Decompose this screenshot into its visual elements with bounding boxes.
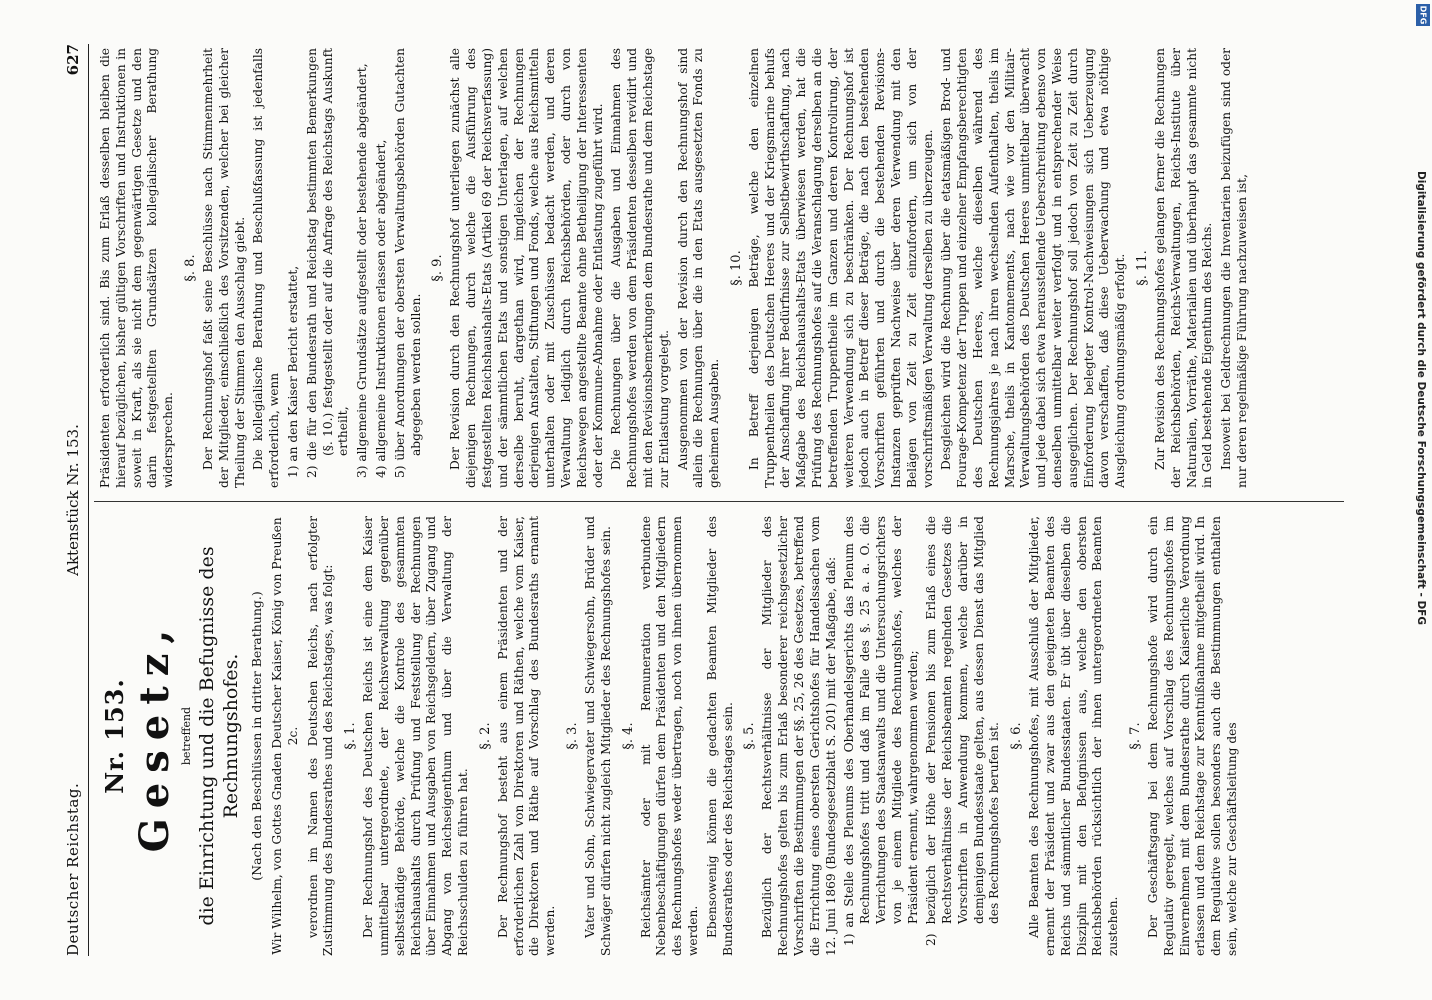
section-11-text: Zur Revision des Rechnungshofes gelangen ferner die Rechnungen der Reichsbehörden, Reichs-Verwaltungen, Reichs-Institute über Naturalien, Vorräthe, Materialien und überhaupt das gesammte nicht in Geld bestehende Eigenthum des Reichs. <box>1153 48 1215 488</box>
page-number: 627 <box>64 44 82 76</box>
section-5-heading: §. 5. <box>742 722 758 750</box>
dfg-logo <box>1416 4 1430 26</box>
section-10-text-b: Desgleichen wird die Rechnung über die etatsmäßigen Brod- und Fourage-Kompetenz der Truppen und einzelner Empfangsberechtigten des Deutschen Heeres, welche dieselben während des Rechnungsjahres je nach ihren wechselnden Aufenthalten, theils im Marsche, theils in Kantonnements, nach wie vor den Militair-Verwaltungsbehörden des Deutschen Heeres unmittelbar überwacht und jede dabei sich etwa herausstellende Ueberschreitung ebenso von denselben unmittelbar weiter verfolgt und in entsprechender Weise ausgeglichen. Der Rechnungshof soll jedoch von Zeit zu Zeit durch Einforderung belegter Kontrol-Nachweisungen sich Ueberzeugung davon verschaffen, daß diese Ueberwachung und etwa nöthige Ausgleichung ordnungsmäßig erfolgt. <box>939 48 1128 488</box>
section-2-heading: §. 2. <box>477 722 493 750</box>
header-center: Aktenstück Nr. 153. <box>64 424 82 576</box>
digitization-credit-text: Digitalisierung gefördert durch die Deutsche Forschungsgemeinschaft - DFG <box>1415 171 1427 625</box>
section-8-item: 5) über Anordnungen der obersten Verwaltungsbehörden Gutachten abgegeben werden sollen. <box>392 48 423 478</box>
section-8-item: 4) allgemeine Instruktionen erlassen oder abgeändert, <box>373 139 388 478</box>
section-9-text-c: Ausgenommen von der Revision durch den Rechnungshof sind allein die Rechnungen über die in den Etats ausgesetzten Fonds zu geheimen Ausgaben. <box>675 48 722 488</box>
section-7-text: Der Geschäftsgang bei dem Rechnungshofe wird durch ein Regulativ geregelt, welches auf Vorschlag des Rechnungshofes im Einvernehmen mit dem Bundesrathe durch Kaiserliche Verordnung erlassen und dem Reichstage zur Kenntnißnahme mitgetheilt wird. In dem Regulative sollen besonders auch die Bestimmungen enthalten sein, welche zur Geschäftsleitung des <box>1146 516 1240 956</box>
section-4-text: Reichsämter oder mit Remuneration verbundene Nebenbeschäftigungen dürfen dem Präsidenten und den Mitgliedern des Rechnungshofes weder übertragen, noch von ihnen übernommen werden. <box>638 516 700 956</box>
section-11-heading: §. 11. <box>1135 250 1151 286</box>
section-8-text-b: Die kollegialische Berathung und Beschlußfassung ist jedenfalls erforderlich, wenn <box>251 48 282 488</box>
section-9-text-b: Die Rechnungen über die Ausgaben und Einnahmen des Rechnungshofes werden von dem Präsidenten desselben revidirt und mit den Revisionsbemerkungen dem Bundesrathe und dem Reichstage zur Entlastung vorgelegt. <box>609 48 671 488</box>
page-header <box>60 44 89 956</box>
section-5-item-2: 2) bezüglich der Höhe der Pensionen bis zum Erlaß eines die Rechtsverhältnisse der Reichsbeamten regelnden Gesetzes die Vorschriften in Anwendung kommen, welche darüber in demjenigen Bundesstaate gelten, aus dessen Dienst das Mitglied des Rechnungshofes berufen ist. <box>924 516 1002 946</box>
gesetz-heading: Gesetz, <box>131 619 178 853</box>
section-5-item-1: 1) an Stelle des Plenums des Oberhandelsgerichts das Plenum des Rechnungshofes tritt und daß im Falle des §. 25 a. a. O. die Verrichtungen des Staatsanwalts und die Untersuchungsrichters von je einem Mitgliede des Rechnungshofes, welches der Präsident ernennt, wahrgenommen werden; <box>842 516 920 946</box>
section-8-item: 3) allgemeine Grundsätze aufgestellt oder bestehende abgeändert, <box>355 63 370 478</box>
section-9-text: Der Revision durch den Rechnungshof unterliegen zunächst alle diejenigen Rechnungen, durch welche die Ausführung des festgestellten Reichshaushalts-Etats (Artikel 69 der Reichsverfassung) und der sämmtlichen Etats und sonstigen Unterlagen, auf welchen derselbe beruht, dargethan wird, imgleichen der Rechnungen derjenigen Anstalten, Stiftungen und Fonds, welche aus Reichsmitteln unterhalten oder mit Zuschüssen bedacht werden, und deren Verwaltung lediglich durch Reichsbehörden, oder durch von Reichswegen angestellte Beamte ohne Betheiligung der Interessenten oder der Kommune-Abnahme oder Entlastung zugeführt wird. <box>448 48 605 488</box>
section-10-text: In Betreff derjenigen Beträge, welche den einzelnen Truppentheilen des Deutschen Heeres und der Kriegsmarine behufs der Anschaffung ihrer Bedürfnisse zur Selbstbewirthschaftung, nach Maßgabe des Reichshaushalts-Etats überwiesen werden, hat die Prüfung des Rechnungshofes auf die Veranschlagung derselben an die betreffenden Truppentheile im Ganzen und deren Kontrolirung, der weiteren Verwendung sich zu beschränken. Der Rechnungshof ist jedoch auch in Betreff dieser Beträge, die nach den bestehenden Vorschriften geführten und durch die bestehenden Revisions-Instanzen geprüften Nachweise über deren Verwendung mit den Belägen von Zeit zu Zeit einzufordern, um sich von der vorschriftsmäßigen Verwaltung derselben zu überzeugen. <box>746 48 935 488</box>
section-6-text: Alle Beamten des Rechnungshofes, mit Ausschluß der Mitglieder, ernennt der Präsident und zwar aus den geeigneten Beamten des Reichs und sämmtlicher Bundesstaaten. Er übt über dieselben die Disziplin mit den Befugnissen aus, welche den obersten Reichsbehörden rücksichtlich der ihnen untergeordneten Beamten zustehen. <box>1027 516 1121 956</box>
document-number: Nr. 153. <box>100 678 129 794</box>
section-1-heading: §. 1. <box>343 722 359 750</box>
column-divider <box>94 501 1344 502</box>
section-3-heading: §. 3. <box>564 722 580 750</box>
section-8-text: Der Rechnungshof faßt seine Beschlüsse nach Stimmenmehrheit der Mitglieder, einschließlich des Vorsitzenden, welcher bei gleicher Theilung der Stimmen den Ausschlag giebt. <box>200 48 247 488</box>
law-subtitle: (Nach den Beschlüssen in dritter Berathung.) <box>249 591 264 881</box>
section-9-heading: §. 9. <box>430 254 446 282</box>
section-11-text-b: Insoweit bei Geldrechnungen die Inventarien beizufügen sind oder nur deren regelmäßige Führung nachzuweisen ist, <box>1219 48 1249 488</box>
section-8-item: 1) an den Kaiser Bericht erstattet, <box>285 265 300 478</box>
section-8-list <box>286 48 424 478</box>
intro-line-1: Wir Wilhelm, von Gottes Gnaden Deutscher Kaiser, König von Preußen 2c. <box>270 517 300 955</box>
page-content <box>60 44 1350 956</box>
section-7-heading: §. 7. <box>1128 722 1144 750</box>
section-10-heading: §. 10. <box>728 250 744 286</box>
digitization-credit <box>1412 28 1430 768</box>
section-4-text-b: Ebensowenig können die gedachten Beamten Mitglieder des Bundesrathes oder des Reichstages sein. <box>704 516 735 956</box>
section-3-text: Vater und Sohn, Schwiegervater und Schwiegersohn, Brüder und Schwäger dürfen nicht zugleich Mitglieder des Rechnungshofes sein. <box>582 516 613 956</box>
section-4-heading: §. 4. <box>620 722 636 750</box>
betreffend-label: betreffend <box>180 706 193 766</box>
header-left: Deutscher Reichstag. <box>64 782 82 956</box>
continuation-text: Präsidenten erforderlich sind. Bis zum Erlaß desselben bleiben die hierauf bezüglichen, bisher gültigen Vorschriften und Instruktionen in soweit in Kraft, als sie nicht dem gegenwärtigen Gesetze und den darin festgestellten Grundsätzen kollegialischer Berathung widersprechen. <box>98 48 176 488</box>
dfg-logo-text: DFG <box>1418 5 1428 25</box>
law-title: die Einrichtung und die Befugnisse des Rechnungshofes. <box>196 546 242 926</box>
left-column <box>98 516 1348 956</box>
section-1-text: Der Rechnungshof des Deutschen Reichs ist eine dem Kaiser unmittelbar untergeordnete, der Reichsverwaltung gegenüber selbstständige Behörde, welche die Kontrole des gesammten Reichshaushalts durch Prüfung und Feststellung der Rechnungen über Einnahmen und Ausgaben von Reichsgeldern, über Zugang und Abgang von Reichseigenthum und über die Verwaltung der Reichsschulden zu führen hat. <box>361 516 470 956</box>
right-column <box>98 48 1348 488</box>
section-2-text: Der Rechnungshof besteht aus einem Präsidenten und der erforderlichen Zahl von Direktoren und Räthen, welche vom Kaiser, die Direktoren und Räthe auf Vorschlag des Bundesraths ernannt werden. <box>495 516 558 956</box>
intro-line-2: verordnen im Namen des Deutschen Reichs, nach erfolgter Zustimmung des Bundesrathes und des Reichstages, was folgt: <box>305 516 336 956</box>
section-8-item: 2) die für den Bundesrath und Reichstag bestimmten Bemerkungen (§. 10.) festgestellt oder auf die Anfrage des Reichstags Auskunft ertheilt, <box>304 48 351 478</box>
section-8-heading: §. 8. <box>182 254 198 282</box>
section-6-heading: §. 6. <box>1009 722 1025 750</box>
section-5-text: Bezüglich der Rechtsverhältnisse der Mitglieder des Rechnungshofes gelten bis zum Erlaß besonderer reichsgesetzlicher Vorschriften die Bestimmungen der §§. 25, 26 des Gesetzes, betreffend die Errichtung eines obersten Gerichtshofes für Handelssachen vom 12. Juni 1869 (Bundesgesetzblatt S. 201) mit der Maßgabe, daß: <box>760 516 838 956</box>
